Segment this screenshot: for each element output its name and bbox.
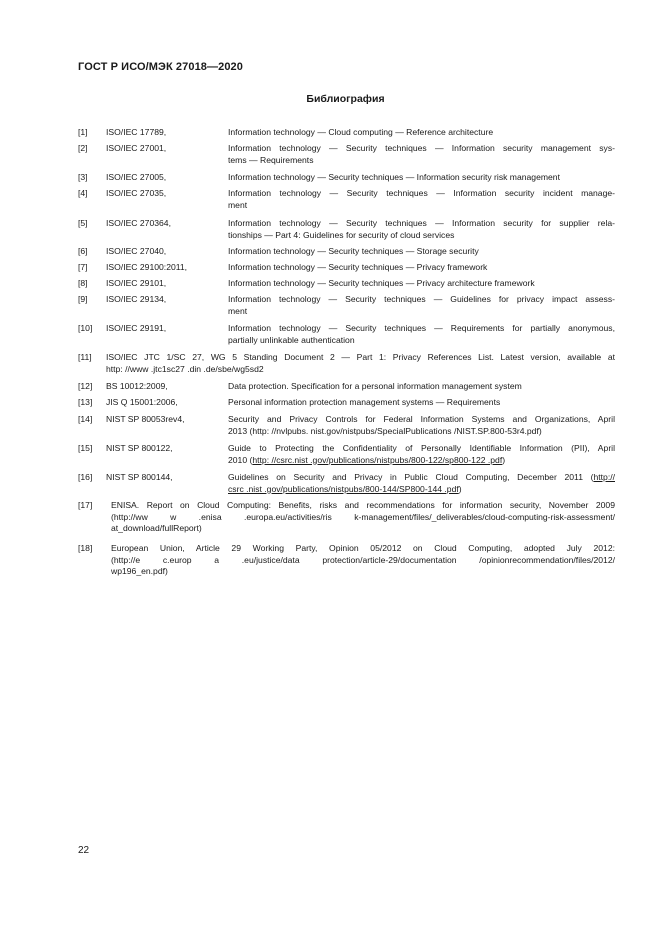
page-number: 22	[78, 845, 90, 856]
reference-description: Guidelines on Security and Privacy in Public Cloud Computing, December 2011 (http:// csrc .nist .gov/publications/nistpubs/800-144/SP800-144 .pdf)	[228, 472, 615, 494]
reference-number: [10]	[78, 323, 93, 333]
reference-code: ISO/IEC 29191,	[106, 323, 167, 333]
reference-code: ISO/IEC 270364,	[106, 218, 171, 228]
reference-number: [5]	[78, 218, 88, 228]
reference-description: ISO/IEC JTC 1/SC 27, WG 5 Standing Document 2 — Part 1: Privacy References List. Latest version, available at http: //www .jtc1sc27 .din .de/sbe/wg5sd2	[106, 352, 615, 374]
reference-number: [7]	[78, 262, 88, 272]
reference-code: ISO/IEC 29101,	[106, 278, 167, 288]
reference-description: Personal information protection management systems — Requirements	[228, 397, 501, 407]
reference-description: Security and Privacy Controls for Federal Information Systems and Organizations, April 2013 (http: //nvlpubs. nist.gov/nistpubs/SpecialPublications /NIST.SP.800-53r4.pdf)	[228, 414, 615, 436]
reference-code: ISO/IEC 17789,	[106, 127, 167, 137]
reference-description: ENISA. Report on Cloud Computing: Benefits, risks and recommendations for information security, November 2009 (http://ww w .enisa .europa.eu/activities/ris k-management/files/_deliverables/cloud-computing-risk-assessment/ at_download/fullReport)	[111, 500, 615, 533]
reference-description: Information technology — Security techniques — Privacy architecture framework	[228, 278, 535, 288]
reference-description: European Union, Article 29 Working Party, Opinion 05/2012 on Cloud Computing, adopted July 2012: (http://e c.europ a .eu/justice/data protection/article-29/documentation /opinionrecommendation/files/2012/ wp196_en.pdf)	[111, 543, 615, 576]
reference-number: [3]	[78, 172, 88, 182]
reference-description: Information technology — Security techniques — Privacy framework	[228, 262, 488, 272]
reference-number: [18]	[78, 543, 93, 553]
reference-code: ISO/IEC 27035,	[106, 188, 167, 198]
reference-code: JIS Q 15001:2006,	[106, 397, 178, 407]
reference-description: Information technology — Security techniques — Requirements for partially anonymous, partially unlinkable authentication	[228, 323, 615, 345]
reference-number: [11]	[78, 352, 92, 362]
reference-code: NIST SP 80053rev4,	[106, 414, 185, 424]
reference-number: [1]	[78, 127, 88, 137]
reference-code: ISO/IEC 29134,	[106, 294, 167, 304]
reference-description: Guide to Protecting the Confidentiality of Personally Identifiable Information (PII), April 2010 (http: //csrc.nist .gov/publications/nistpubs/800-122/sp800-122 .pdf)	[228, 443, 615, 465]
reference-description: Data protection. Specification for a personal information management system	[228, 381, 522, 391]
reference-number: [6]	[78, 246, 88, 256]
reference-description: Information technology — Security techniques — Information security incident manage- ment	[228, 188, 615, 210]
reference-description: Information technology — Security techniques — Information security management sys- tems — Requirements	[228, 143, 615, 165]
reference-code: ISO/IEC 27001,	[106, 143, 167, 153]
reference-number: [4]	[78, 188, 88, 198]
reference-description: Information technology — Cloud computing — Reference architecture	[228, 127, 494, 137]
reference-link[interactable]: http: //csrc.nist .gov/publications/nistpubs/800-122/sp800-122 .pdf	[252, 454, 503, 465]
reference-link[interactable]: csrc .nist .gov/publications/nistpubs/800-144/SP800-144 .pdf	[228, 483, 459, 494]
reference-code: ISO/IEC 27005,	[106, 172, 167, 182]
reference-code: BS 10012:2009,	[106, 381, 168, 391]
reference-number: [15]	[78, 443, 93, 453]
reference-description: Information technology — Security techniques — Storage security	[228, 246, 479, 256]
reference-number: [8]	[78, 278, 88, 288]
reference-number: [12]	[78, 381, 93, 391]
reference-number: [2]	[78, 143, 88, 153]
reference-code: ISO/IEC 27040,	[106, 246, 167, 256]
reference-code: ISO/IEC 29100:2011,	[106, 262, 188, 272]
reference-description: Information technology — Security techniques — Information security risk management	[228, 172, 560, 182]
reference-number: [13]	[78, 397, 93, 407]
reference-number: [17]	[78, 500, 93, 510]
standard-header: ГОСТ Р ИСО/МЭК 27018—2020	[78, 61, 243, 73]
reference-number: [16]	[78, 472, 93, 482]
bibliography-title: Библиография	[306, 93, 385, 105]
reference-link[interactable]: http://	[593, 472, 615, 482]
reference-code: NIST SP 800122,	[106, 443, 173, 453]
reference-number: [9]	[78, 294, 88, 304]
reference-description: Information technology — Security techniques — Information security for supplier rela- tionships — Part 4: Guidelines for security of cloud services	[228, 218, 615, 240]
reference-description: Information technology — Security techniques — Guidelines for privacy impact assess- ment	[228, 294, 615, 316]
reference-code: NIST SP 800144,	[106, 472, 173, 482]
reference-number: [14]	[78, 414, 93, 424]
